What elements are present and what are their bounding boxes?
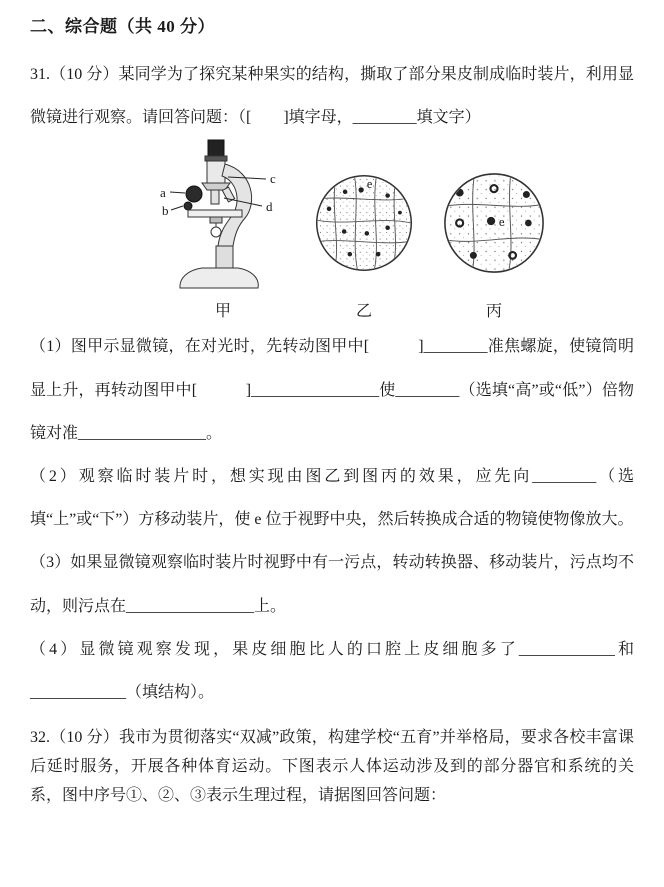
section-title: 二、综合题（共 40 分） xyxy=(30,17,215,36)
microscope-art xyxy=(158,138,288,296)
question-31-part-1: （1）图甲示显微镜，在对光时，先转动图甲中[ ]________准焦螺旋，使镜筒明显上升，再转动图甲中[ ]________________使________（选填“高”或“低”）倍物镜对准________________。 xyxy=(30,338,634,442)
question-31-part-2: （2）观察临时装片时，想实现由图乙到图丙的效果，应先向________（选填“上”或“下”）方移动装片，使 e 位于视野中央，然后转换成合适的物镜使物像放大。 xyxy=(30,467,634,529)
question-31-stem: 31.（10 分）某同学为了探究某种果实的结构，撕取了部分果皮制成临时装片，利用显微镜进行观察。请回答问题：（[ ]填字母，________填文字） xyxy=(30,66,634,127)
question-31-part-3: （3）如果显微镜观察临时装片时视野中有一污点，转动转换器、移动装片，污点均不动，则污点在________________上。 xyxy=(30,554,634,615)
microscope-label-b: b xyxy=(162,203,169,219)
microscope-label-a: a xyxy=(160,185,166,201)
microscope-figure xyxy=(158,149,288,321)
cell-label-e-bing: e xyxy=(498,214,505,229)
microscope-label-d: d xyxy=(266,199,273,215)
view-yi-figure xyxy=(312,149,416,321)
question-31-figure xyxy=(158,149,634,321)
cells-view-yi xyxy=(312,171,416,275)
question-31-part-4: （4）显微镜观察发现，果皮细胞比人的口腔上皮细胞多了____________和____________（填结构）。 xyxy=(30,640,634,701)
microscope-body xyxy=(180,140,258,288)
figure-caption-bing: 丙 xyxy=(485,303,502,321)
figure-caption-yi: 乙 xyxy=(355,303,372,321)
view-yi-art xyxy=(312,149,416,296)
figure-caption-jia: 甲 xyxy=(214,303,231,321)
cells-view-bing xyxy=(440,169,548,277)
view-bing-figure xyxy=(440,149,548,321)
view-bing-art xyxy=(440,149,548,296)
question-32-stem: 32.（10 分）我市为贯彻落实“双减”政策，构建学校“五育”并举格局，要求各校丰富课后延时服务，开展各种体育运动。下图表示人体运动涉及到的部分器官和系统的关系，图中序号①、②、③表示生理过程，请据图回答问题： xyxy=(30,729,634,804)
cell-label-e-yi: e xyxy=(366,176,373,191)
microscope-label-c: c xyxy=(270,171,276,187)
microscope-illustration xyxy=(158,138,288,296)
